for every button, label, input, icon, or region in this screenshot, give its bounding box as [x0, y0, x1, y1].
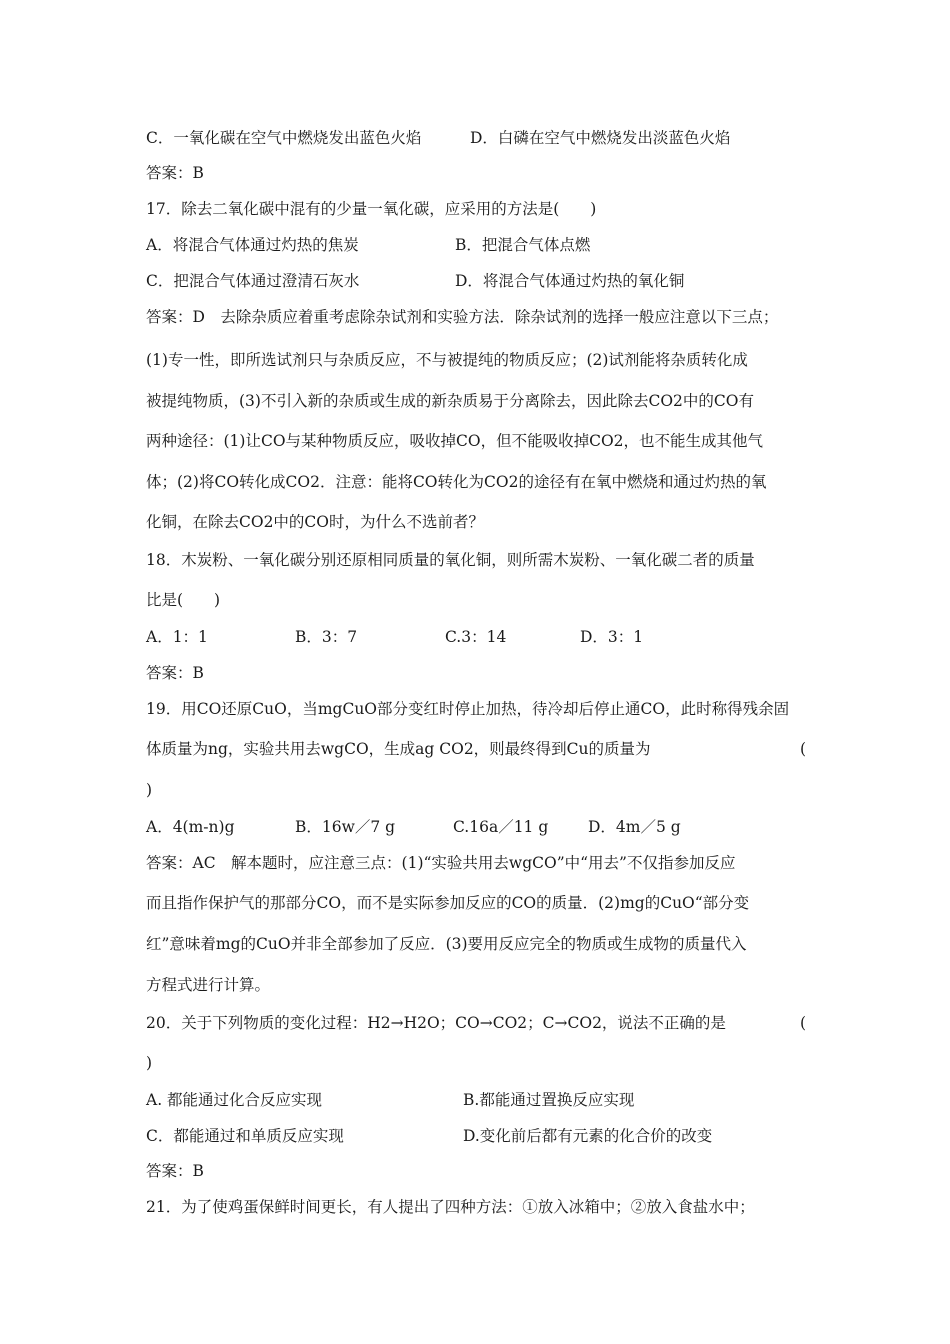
q19-stem-line1: 19．用CO还原CuO，当mgCuO部分变红时停止加热，待冷却后停止通CO，此时称得残余固 [146, 700, 790, 718]
q16-answer: 答案：B [146, 164, 204, 182]
q21-stem: 21．为了使鸡蛋保鲜时间更长，有人提出了四种方法：①放入冰箱中；②放入食盐水中； [146, 1198, 755, 1216]
q20-option-d: D.变化前后都有元素的化合价的改变 [463, 1127, 713, 1145]
q17-answer-line: 化铜，在除去CO2中的CO时，为什么不选前者？ [146, 513, 484, 531]
q19-answer-line: 方程式进行计算。 [146, 976, 271, 994]
q19-option-b: B．16w／7 g [295, 818, 396, 836]
q20-stem: 20．关于下列物质的变化过程：H2→H2O；CO→CO2；C→CO2，说法不正确的是 [146, 1014, 726, 1032]
q17-answer-line: 两种途径：(1)让CO与某种物质反应，吸收掉CO，但不能吸收掉CO2，也不能生成其他气 [146, 432, 764, 450]
q18-option-c: C.3：14 [445, 628, 507, 646]
q17-answer-line: (1)专一性，即所选试剂只与杂质反应，不与被提纯的物质反应；(2)试剂能将杂质转化成 [146, 351, 748, 369]
q19-option-d: D．4m／5 g [588, 818, 681, 836]
q20-answer: 答案：B [146, 1162, 204, 1180]
q17-stem: 17．除去二氧化碳中混有的少量一氧化碳，应采用的方法是( ) [146, 200, 597, 218]
q16-option-c: C．一氧化碳在空气中燃烧发出蓝色火焰 [146, 129, 422, 147]
q17-option-d: D．将混合气体通过灼热的氧化铜 [455, 272, 685, 290]
q20-paren-close: ) [146, 1054, 153, 1072]
q19-option-c: C.16a／11 g [453, 818, 549, 836]
q20-option-c: C．都能通过和单质反应实现 [146, 1127, 344, 1145]
q19-stem-line2: 体质量为ng，实验共用去wgCO，生成ag CO2，则最终得到Cu的质量为 [146, 740, 651, 758]
q17-option-a: A．将混合气体通过灼热的焦炭 [146, 236, 359, 254]
q17-option-b: B．把混合气体点燃 [455, 236, 591, 254]
q18-option-d: D．3：1 [580, 628, 644, 646]
q18-answer: 答案：B [146, 664, 204, 682]
q18-option-a: A．1：1 [146, 628, 208, 646]
q19-paren-close: ) [146, 781, 153, 799]
q19-paren-open: ( [800, 740, 807, 758]
q19-answer-line: 而且指作保护气的那部分CO，而不是实际参加反应的CO的质量．(2)mg的CuO“部分变 [146, 894, 750, 912]
q20-option-b: B.都能通过置换反应实现 [463, 1091, 635, 1109]
q18-option-b: B．3：7 [295, 628, 358, 646]
q17-answer-line: 被提纯物质，(3)不引入新的杂质或生成的新杂质易于分离除去，因此除去CO2中的CO有 [146, 392, 754, 410]
q18-stem-line1: 18．木炭粉、一氧化碳分别还原相同质量的氧化铜，则所需木炭粉、一氧化碳二者的质量 [146, 551, 755, 569]
q19-option-a: A．4(m-n)g [146, 818, 235, 836]
q17-answer-line: 答案：D 去除杂质应着重考虑除杂试剂和实验方法．除杂试剂的选择一般应注意以下三点； [146, 308, 779, 326]
q17-answer-line: 体；(2)将CO转化成CO2．注意：能将CO转化为CO2的途径有在氧中燃烧和通过灼热的氧 [146, 473, 767, 491]
q19-answer-line: 红”意味着mg的CuO并非全部参加了反应．(3)要用反应完全的物质或生成物的质量代入 [146, 935, 747, 953]
q20-paren-open: ( [800, 1014, 807, 1032]
q19-answer-line: 答案：AC 解本题时，应注意三点：(1)“实验共用去wgCO”中“用去”不仅指参加反应 [146, 854, 736, 872]
q20-option-a: A. 都能通过化合反应实现 [146, 1091, 323, 1109]
q16-option-d: D．白磷在空气中燃烧发出淡蓝色火焰 [470, 129, 731, 147]
q17-option-c: C．把混合气体通过澄清石灰水 [146, 272, 360, 290]
q18-stem-line2: 比是( ) [146, 591, 221, 609]
